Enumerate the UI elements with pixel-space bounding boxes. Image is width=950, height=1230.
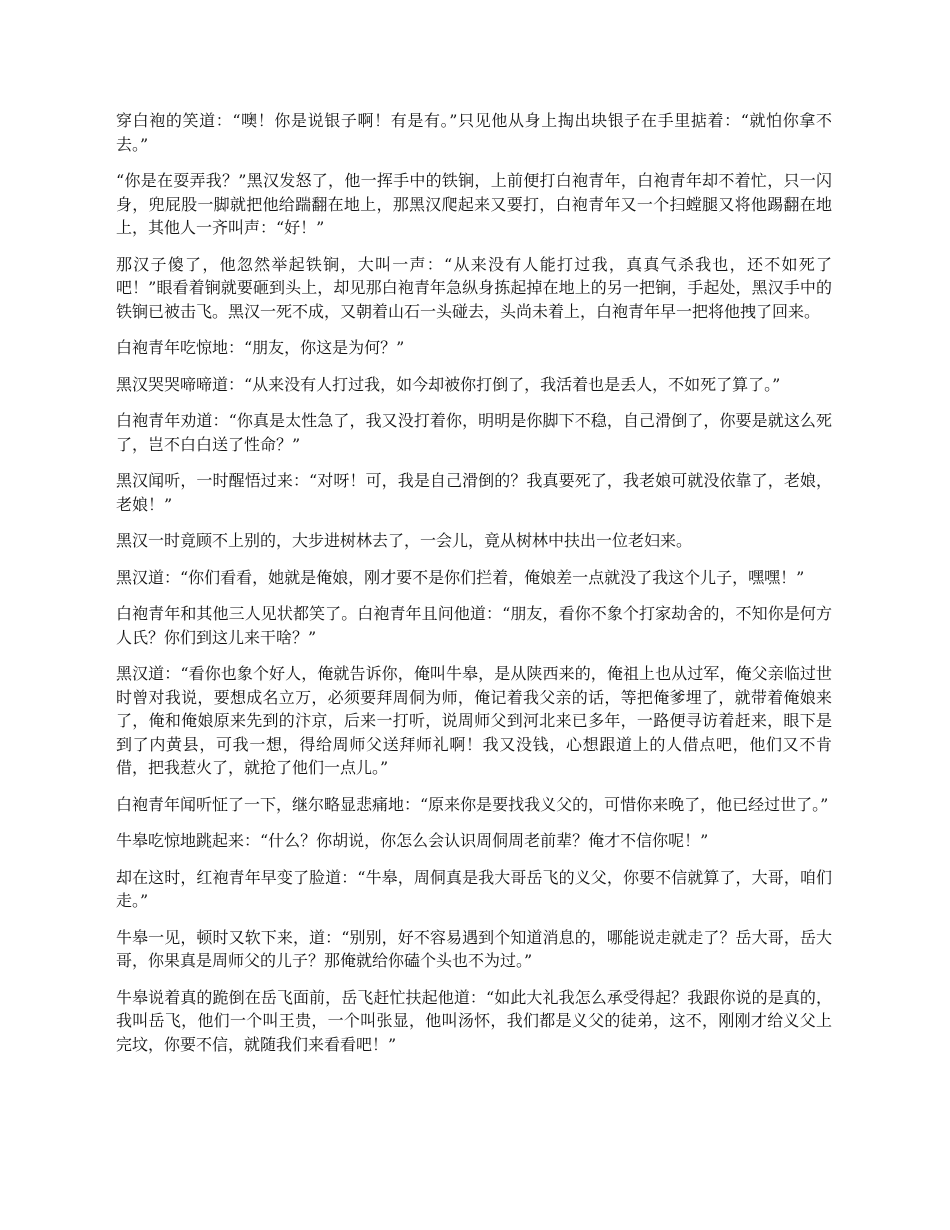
paragraph: 那汉子傻了，他忽然举起铁锏，大叫一声：“从来没有人能打过我，真真气杀我也，还不如死了吧！”眼看着锏就要砸到头上，却见那白袍青年急纵身拣起掉在地上的另一把锏，手起处，黑汉手中的铁锏已被击飞。黑汉一死不成，又朝着山石一头碰去，头尚未着上，白袍青年早一把将他拽了回来。 — [116, 254, 832, 321]
paragraph: “你是在耍弄我？”黑汉发怒了，他一挥手中的铁锏，上前便打白袍青年，白袍青年却不着忙，只一闪身，兜屁股一脚就把他给踹翻在地上，那黑汉爬起来又要打，白袍青年又一个扫螳腿又将他踢翻在地上，其他人一齐叫声：“好！” — [116, 171, 832, 237]
paragraph: 却在这时，红袍青年早变了脸道：“牛皋，周侗真是我大哥岳飞的义父，你要不信就算了，大哥，咱们走。” — [116, 867, 832, 910]
paragraph: 牛皋说着真的跪倒在岳飞面前，岳飞赶忙扶起他道：“如此大礼我怎么承受得起？我跟你说的是真的，我叫岳飞，他们一个叫王贵，一个叫张显，他叫汤怀，我们都是义父的徒弟，这不，刚刚才给义父上完坟，你要不信，就随我们来看看吧！” — [116, 987, 832, 1054]
paragraph: 黑汉道：“看你也象个好人，俺就告诉你，俺叫牛皋，是从陕西来的，俺祖上也从过军，俺父亲临过世时曾对我说，要想成名立万，必须要拜周侗为师，俺记着我父亲的话，等把俺爹埋了，就带着俺娘来了，俺和俺娘原来先到的汴京，后来一打听，说周师父到河北来已多年，一路便寻访着赶来，眼下是到了内黄县，可我一想，得给周师父送拜师礼啊！我又没钱，心想跟道上的人借点吧，他们又不肯借，把我惹火了，就抢了他们一点儿。” — [116, 664, 832, 777]
paragraph: 白袍青年和其他三人见状都笑了。白袍青年且问他道：“朋友，看你不象个打家劫舍的，不知你是何方人氏？你们到这儿来干啥？” — [116, 604, 832, 647]
paragraph: 白袍青年闻听怔了一下，继尔略显悲痛地：“原来你是要找我义父的，可惜你来晚了，他已经过世了。” — [116, 794, 829, 814]
paragraph: 白袍青年吃惊地：“朋友，你这是为何？” — [116, 338, 405, 357]
paragraph: 穿白袍的笑道：“噢！你是说银子啊！有是有。”只见他从身上掏出块银子在手里掂着：“就怕你拿不去。” — [116, 111, 832, 154]
paragraph: 牛皋吃惊地跳起来：“什么？你胡说，你怎么会认识周侗周老前辈？俺才不信你呢！” — [116, 831, 709, 850]
paragraph: 黑汉一时竟顾不上别的，大步进树林去了，一会儿，竟从树林中扶出一位老妇来。 — [116, 531, 693, 550]
paragraph: 黑汉哭哭啼啼道：“从来没有人打过我，如今却被你打倒了，我活着也是丢人，不如死了算了。” — [116, 374, 781, 394]
paragraph: 牛皋一见，顿时又软下来，道：“别别，好不容易遇到个知道消息的，哪能说走就走了？岳大哥，岳大哥，你果真是周师父的儿子？那俺就给你磕个头也不为过。” — [116, 927, 832, 970]
paragraph: 黑汉道：“你们看看，她就是俺娘，刚才要不是你们拦着，俺娘差一点就没了我这个儿子，嘿嘿！” — [116, 567, 805, 587]
paragraph: 黑汉闻听，一时醒悟过来：“对呀！可，我是自己滑倒的？我真要死了，我老娘可就没依靠了，老娘，老娘！” — [116, 471, 832, 514]
paragraph: 白袍青年劝道：“你真是太性急了，我又没打着你，明明是你脚下不稳，自己滑倒了，你要是就这么死了，岂不白白送了性命？” — [116, 411, 832, 454]
